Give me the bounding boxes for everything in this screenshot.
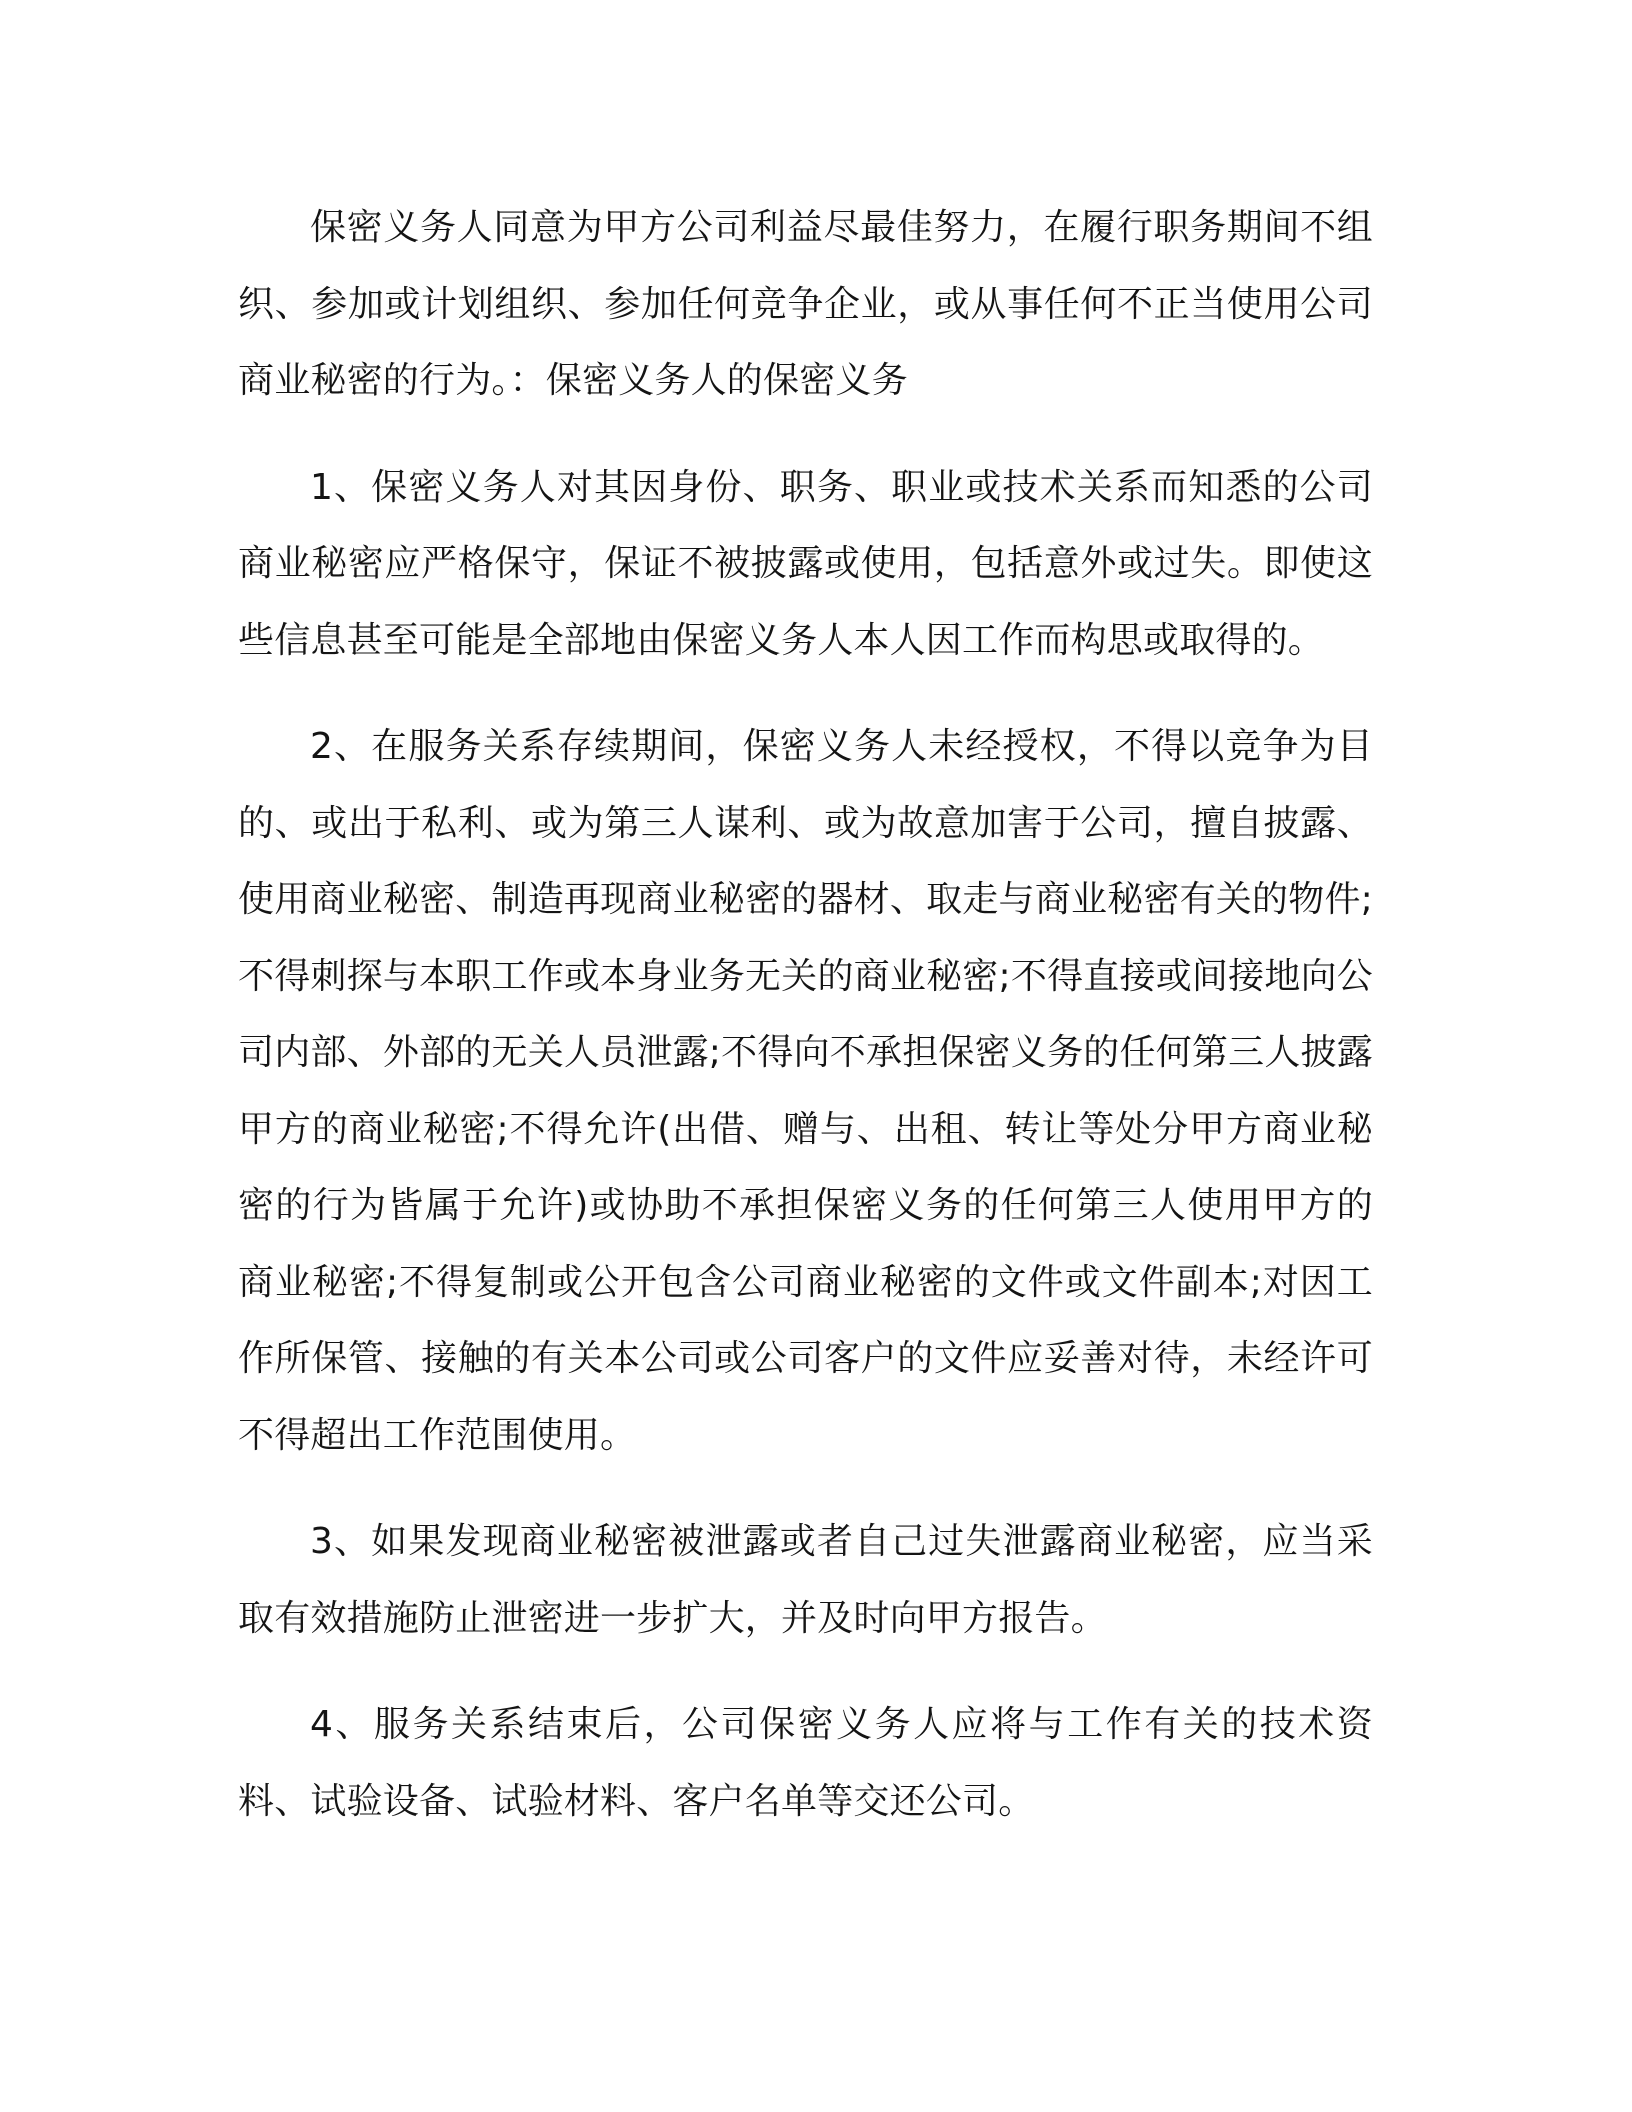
clause-3-paragraph: 3、如果发现商业秘密被泄露或者自己过失泄露商业秘密，应当采取有效措施防止泄密进一步扩大，并及时向甲方报告。 (238, 1521, 1373, 1639)
clause-1-paragraph: 1、保密义务人对其因身份、职务、职业或技术关系而知悉的公司商业秘密应严格保守，保证不被披露或使用，包括意外或过失。即使这些信息甚至可能是全部地由保密义务人本人因工作而构思或取得的。 (238, 466, 1373, 661)
intro-paragraph: 保密义务人同意为甲方公司利益尽最佳努力，在履行职务期间不组织、参加或计划组织、参加任何竞争企业，或从事任何不正当使用公司商业秘密的行为。：保密义务人的保密义务 (238, 207, 1373, 401)
clause-4-paragraph: 4、服务关系结束后，公司保密义务人应将与工作有关的技术资料、试验设备、试验材料、客户名单等交还公司。 (238, 1704, 1373, 1822)
document-body (238, 190, 1373, 1870)
clause-2-paragraph: 2、在服务关系存续期间，保密义务人未经授权，不得以竞争为目的、或出于私利、或为第三人谋利、或为故意加害于公司，擅自披露、使用商业秘密、制造再现商业秘密的器材、取走与商业秘密有关的物件;不得刺探与本职工作或本身业务无关的商业秘密;不得直接或间接地向公司内部、外部的无关人员泄露;不得向不承担保密义务的任何第三人披露甲方的商业秘密;不得允许(出借、赠与、出租、转让等处分甲方商业秘密的行为皆属于允许)或协助不承担保密义务的任何第三人使用甲方的商业秘密;不得复制或公开包含公司商业秘密的文件或文件副本;对因工作所保管、接触的有关本公司或公司客户的文件应妥善对待，未经许可不得超出工作范围使用。 (238, 726, 1373, 1456)
